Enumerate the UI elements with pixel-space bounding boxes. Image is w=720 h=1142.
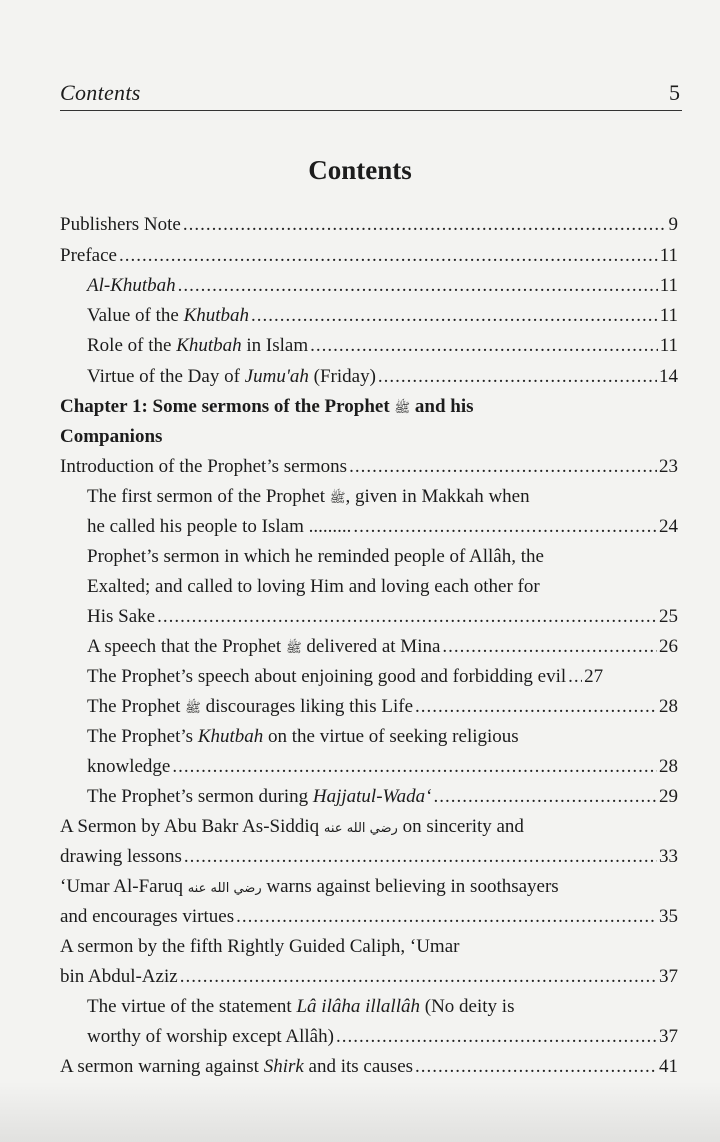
toc-page: 11 (659, 305, 678, 326)
toc-entry-virtue-of-jumuah: Virtue of the Day of Jumu'ah (Friday) ..... 14 (87, 362, 678, 392)
toc-entry-abu-bakr-line2: drawing lessons ..... 33 (60, 842, 678, 872)
toc-page: 41 (659, 1056, 678, 1077)
toc-entry-fifth-caliph: A sermon by the fifth Rightly Guided Caliph, ‘Umar (60, 936, 460, 957)
toc-page: 37 (659, 1026, 678, 1047)
toc-page: 35 (659, 906, 678, 927)
toc-entry-first-sermon: The first sermon of the Prophet ﷺ, given in Makkah when (87, 486, 530, 507)
toc-page: 37 (659, 966, 678, 987)
toc-entry-preface: Preface ..... 11 (60, 241, 678, 271)
honorific-glyph: ﷺ (394, 401, 411, 416)
toc-page: 26 (659, 636, 678, 657)
toc-page: 9 (668, 214, 678, 235)
toc-entry-la-ilaha: The virtue of the statement Lâ ilâha illallâh (No deity is (87, 996, 515, 1017)
toc-entry-publishers-note: Publishers Note ..... 9 (60, 210, 678, 240)
arabic-honorific: رضي الله عنه (323, 821, 398, 836)
toc-page: 25 (659, 606, 678, 627)
toc-entry-first-sermon-line2: he called his people to Islam ......... ..... 24 (87, 512, 678, 542)
toc-page: 11 (659, 245, 678, 266)
arabic-honorific: رضي الله عنه (187, 881, 262, 896)
honorific-glyph: ﷺ (185, 701, 201, 716)
toc-entry-abu-bakr: A Sermon by Abu Bakr As-Siddiq رضي الله عنه on sincerity and (60, 816, 524, 837)
toc-entry-knowledge: The Prophet’s Khutbah on the virtue of seeking religious (87, 726, 519, 747)
toc-page: 33 (659, 846, 678, 867)
chapter-heading-line2: Companions (60, 426, 163, 447)
toc-entry-knowledge-line2: knowledge ..... 28 (87, 752, 678, 782)
toc-entry-discourages: The Prophet ﷺ discourages liking this Life ..... 28 (87, 692, 678, 722)
toc-entry-fifth-caliph-line2: bin Abdul-Aziz ..... 37 (60, 962, 678, 992)
toc-page: 27 (584, 666, 604, 687)
toc-entry-reminded-line3: His Sake ..... 25 (87, 602, 678, 632)
toc-page: 24 (659, 516, 678, 537)
toc-entry-shirk: A sermon warning against Shirk and its causes ..... 41 (60, 1052, 678, 1082)
toc-entry-al-khutbah: Al-Khutbah ..... 11 (87, 271, 678, 301)
page-bottom-shading (0, 1082, 720, 1142)
toc-page: 29 (659, 786, 678, 807)
toc-entry-reminded: Prophet’s sermon in which he reminded people of Allâh, the (87, 546, 544, 567)
toc-page: 23 (659, 456, 678, 477)
running-title: Contents (60, 80, 141, 105)
chapter-heading: Chapter 1: Some sermons of the Prophet ﷺ and his (60, 396, 474, 417)
toc-entry-value-of-khutbah: Value of the Khutbah ..... 11 (87, 301, 678, 331)
page-title: Contents (308, 155, 412, 185)
toc-page: 28 (659, 696, 678, 717)
toc-entry-mina: A speech that the Prophet ﷺ delivered at Mina ..... 26 (87, 632, 678, 662)
toc-entry-reminded-line2: Exalted; and called to loving Him and loving each other for (87, 576, 540, 597)
toc-entry-enjoining-good: The Prophet’s speech about enjoining good and forbidding evil ..... 27 (87, 662, 678, 692)
honorific-glyph: ﷺ (329, 491, 346, 506)
toc-page: 28 (659, 756, 678, 777)
toc-entry-hajjatul-wada: The Prophet’s sermon during Hajjatul-Wada‘ ..... 29 (87, 782, 678, 812)
toc-entry-umar: ‘Umar Al-Faruq رضي الله عنه warns against believing in soothsayers (60, 876, 559, 897)
toc-page: 11 (659, 275, 678, 296)
page-number: 5 (669, 80, 680, 105)
toc-entry-role-of-khutbah: Role of the Khutbah in Islam ..... 11 (87, 331, 678, 361)
toc-page: 14 (659, 366, 678, 387)
toc-entry-introduction: Introduction of the Prophet’s sermons ..... 23 (60, 452, 678, 482)
toc-entry-umar-line2: and encourages virtues ..... 35 (60, 902, 678, 932)
toc-entry-la-ilaha-line2: worthy of worship except Allâh) ..... 37 (87, 1022, 678, 1052)
honorific-glyph: ﷺ (285, 641, 302, 656)
toc-page: 11 (659, 335, 678, 356)
